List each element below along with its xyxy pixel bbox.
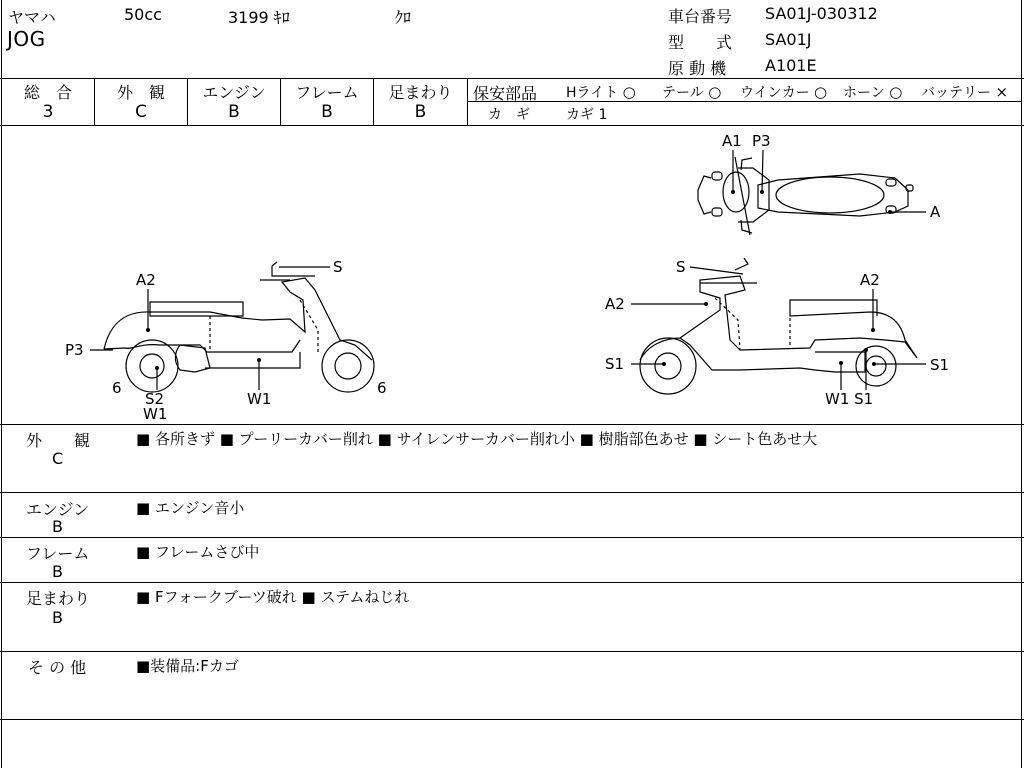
safety-item-tail: テール ○	[662, 83, 722, 101]
note-other-label: そ の 他	[28, 658, 87, 677]
label-right-s1-front: S1	[605, 355, 625, 373]
key-label: カ ギ	[488, 107, 530, 123]
note-frame-grade: B	[52, 562, 63, 581]
grade-overall-label: 総 合	[23, 83, 72, 102]
grade-frame: B	[321, 102, 333, 122]
engine-model-value: A101E	[765, 56, 817, 75]
note-engine-label: エンジン	[26, 500, 90, 519]
label-top-a1: A1	[722, 132, 742, 150]
grade-exterior: C	[135, 102, 147, 122]
safety-item-headlight: Hライト ○	[566, 83, 636, 101]
mileage: 3199 ｷﾛ	[228, 8, 290, 27]
notes-divider-1	[0, 492, 1024, 493]
scooter-damage-diagram	[0, 126, 1024, 424]
grade-overall: 3	[42, 102, 54, 122]
safety-item-horn: ホーン ○	[843, 83, 903, 101]
label-top-a: A	[930, 203, 941, 221]
note-other-text: ■装備品:Fカゴ	[136, 657, 239, 675]
key-value: カギ 1	[566, 107, 608, 123]
horn-mark: ○	[889, 83, 903, 101]
safety-item-winker: ウインカー ○	[740, 83, 828, 101]
label-right-w1-s1: W1 S1	[825, 390, 874, 408]
scooter-top-view	[698, 157, 913, 235]
notes-divider-4	[0, 651, 1024, 652]
note-suspension-label: 足まわり	[26, 589, 91, 608]
grade-exterior-label: 外 観	[116, 83, 165, 102]
notes-divider-5	[0, 719, 1024, 720]
label-left-w1: W1	[247, 390, 272, 408]
note-engine-grade: B	[52, 517, 63, 536]
grade-frame-label: フレーム	[295, 83, 359, 102]
grade-suspension-label: 足まわり	[388, 83, 453, 102]
displacement: 50cc	[124, 5, 162, 24]
color: ｸﾛ	[395, 8, 412, 27]
frame-number: SA01J-030312	[765, 4, 878, 23]
frame-number-label: 車台番号	[668, 7, 733, 26]
label-left-p3: P3	[65, 341, 84, 359]
battery-mark: ×	[995, 83, 1009, 101]
label-right-a2-front: A2	[605, 295, 625, 313]
grade-suspension: B	[414, 102, 427, 122]
grade-col-divider-5	[467, 78, 468, 125]
tail-mark: ○	[708, 83, 722, 101]
engine-model-label: 原 動 機	[668, 59, 727, 78]
type-value: SA01J	[765, 30, 812, 49]
headlight-mark: ○	[622, 83, 636, 101]
label-left-s: S	[333, 258, 343, 276]
model-name: JOG	[7, 27, 46, 51]
label-left-6-front: 6	[112, 379, 122, 397]
label-left-6-rear: 6	[377, 379, 387, 397]
note-frame-label: フレーム	[26, 544, 90, 563]
safety-item-battery: バッテリー ×	[921, 83, 1009, 101]
note-exterior-label: 外 観	[26, 431, 91, 450]
note-frame-text: ■ フレームさび中	[136, 543, 260, 561]
diagram-divider	[0, 424, 1024, 425]
maker: ヤマハ	[8, 8, 56, 27]
label-right-s: S	[676, 258, 686, 276]
label-left-s2: S2	[145, 390, 165, 408]
grade-engine: B	[228, 102, 240, 122]
header-divider	[0, 78, 1024, 79]
grade-engine-label: エンジン	[202, 83, 266, 102]
label-left-w1-front: W1	[143, 405, 168, 423]
note-suspension-grade: B	[52, 608, 63, 627]
winker-mark: ○	[814, 83, 828, 101]
note-exterior-text: ■ 各所きず ■ プーリーカバー削れ ■ サイレンサーカバー削れ小 ■ 樹脂部色あせ ■ シート色あせ大	[136, 430, 818, 448]
notes-divider-2	[0, 537, 1024, 538]
notes-divider-3	[0, 582, 1024, 583]
note-exterior-grade: C	[52, 449, 64, 468]
note-suspension-text: ■ Fフォークブーツ破れ ■ ステムねじれ	[136, 588, 410, 606]
label-left-a2: A2	[136, 271, 156, 289]
note-engine-text: ■ エンジン音小	[136, 499, 245, 517]
label-right-a2-seat: A2	[860, 271, 880, 289]
safety-label: 保安部品	[473, 84, 538, 103]
label-top-p3: P3	[752, 132, 771, 150]
type-label: 型 式	[668, 33, 733, 52]
label-right-s1-rear: S1	[930, 356, 950, 374]
